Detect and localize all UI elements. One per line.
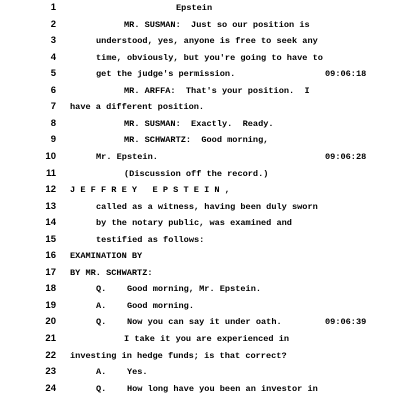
- line-number: 21: [45, 333, 56, 344]
- line-number: 8: [50, 117, 56, 129]
- transcript-line: [0, 50, 400, 67]
- line-number: 4: [50, 51, 56, 63]
- line-number: 2: [50, 18, 56, 30]
- line-text: investing in hedge funds; is that correct?: [70, 350, 287, 361]
- line-number: 24: [45, 382, 56, 394]
- transcript-line: [0, 199, 400, 216]
- line-number: 23: [45, 366, 56, 378]
- line-number: 7: [50, 101, 56, 113]
- line-text: have a different position.: [70, 102, 205, 113]
- transcript-line: [0, 149, 400, 166]
- line-text: MR. SUSMAN: Just so our position is: [124, 19, 310, 30]
- line-number: 22: [45, 349, 56, 361]
- line-text: Epstein: [176, 3, 213, 13]
- line-text: testified as follows:: [96, 234, 205, 245]
- line-number: 14: [45, 217, 56, 229]
- line-text: BY MR. SCHWARTZ:: [70, 267, 153, 278]
- line-number: 1: [50, 2, 56, 13]
- line-number: 16: [45, 250, 56, 262]
- line-number: 20: [45, 316, 56, 328]
- transcript-line: [0, 381, 400, 398]
- transcript-line: [0, 0, 400, 17]
- transcript-line: [0, 215, 400, 232]
- line-text: MR. ARFFA: That's your position. I: [124, 85, 310, 96]
- line-text: get the judge's permission.: [96, 69, 236, 80]
- transcript-line: [0, 248, 400, 265]
- transcript-line: [0, 17, 400, 34]
- line-number: 19: [45, 299, 56, 311]
- timestamp: 09:06:18: [325, 69, 367, 80]
- transcript-line: [0, 364, 400, 381]
- line-number: 10: [45, 150, 56, 162]
- line-text: Mr. Epstein.: [96, 151, 158, 162]
- line-text: Q. How long have you been an investor in: [96, 383, 318, 394]
- transcript-line: [0, 116, 400, 133]
- transcript-line: [0, 166, 400, 183]
- line-number: 11: [45, 167, 56, 179]
- transcript-line: [0, 348, 400, 365]
- line-text: A. Yes.: [96, 367, 148, 378]
- line-number: 18: [45, 283, 56, 295]
- line-text: Q. Now you can say it under oath.: [96, 317, 282, 328]
- transcript-line: [0, 281, 400, 298]
- line-number: 9: [50, 134, 56, 146]
- line-text: by the notary public, was examined and: [96, 218, 292, 229]
- line-number: 17: [45, 266, 56, 278]
- line-text: Q. Good morning, Mr. Epstein.: [96, 284, 262, 295]
- line-number: 13: [45, 200, 56, 212]
- transcript-line: [0, 182, 400, 199]
- line-text: A. Good morning.: [96, 300, 194, 311]
- line-text: J E F F R E Y E P S T E I N ,: [70, 185, 230, 196]
- transcript-line: [0, 298, 400, 315]
- line-number: 15: [45, 233, 56, 245]
- transcript-line: [0, 33, 400, 50]
- line-text: MR. SCHWARTZ: Good morning,: [124, 135, 269, 146]
- transcript-line: [0, 83, 400, 100]
- timestamp: 09:06:39: [325, 317, 367, 328]
- line-number: 6: [50, 84, 56, 96]
- transcript-line: [0, 132, 400, 149]
- transcript-line: [0, 331, 400, 348]
- timestamp: 09:06:28: [325, 151, 367, 162]
- line-text: understood, yes, anyone is free to seek any: [96, 36, 318, 47]
- line-text: MR. SUSMAN: Exactly. Ready.: [124, 118, 274, 129]
- line-number: 12: [45, 184, 56, 196]
- line-text: called as a witness, having been duly sworn: [96, 201, 318, 212]
- line-text: time, obviously, but you're going to have to: [96, 52, 323, 63]
- transcript-line: [0, 66, 400, 83]
- transcript-line: [0, 314, 400, 331]
- transcript-line: [0, 232, 400, 249]
- line-text: I take it you are experienced in: [124, 334, 290, 344]
- line-number: 3: [50, 35, 56, 47]
- line-number: 5: [50, 68, 56, 80]
- line-text: EXAMINATION BY: [70, 251, 143, 262]
- transcript-line: [0, 99, 400, 116]
- line-text: (Discussion off the record.): [124, 168, 269, 179]
- transcript-line: [0, 265, 400, 282]
